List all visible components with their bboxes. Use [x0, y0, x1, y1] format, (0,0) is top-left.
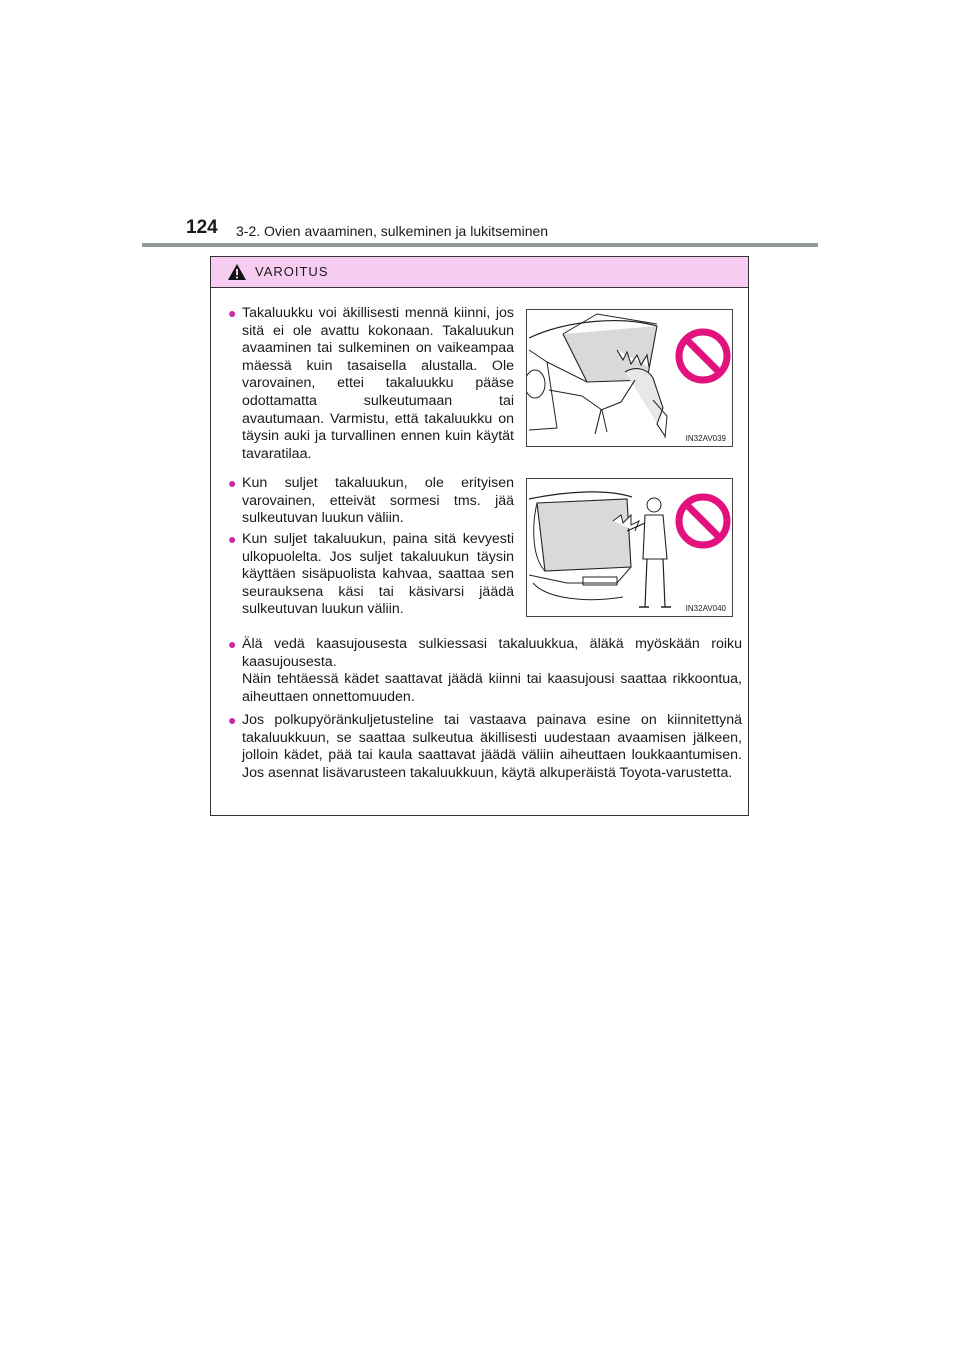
warning-item [228, 531, 514, 619]
warning-item-text: Takaluukku voi äkillisesti mennä kiinni, jos sitä ei ole avattu kokonaan. Takaluukun avaaminen tai sulkeminen on vaikeampaa mäessä kuin tasaisella alustalla. Ole varovainen, ettei takaluukku pääse odottamatta sulkeutumaan tai avautumaan. Varmistu, että takaluukku on täysin auki ja turvallinen ennen kuin käytät tavaratilaa. [242, 305, 514, 462]
bullet-icon: ● [228, 531, 237, 547]
figure-code: IN32AV039 [685, 434, 726, 443]
warning-item-text: Älä vedä kaasujousesta sulkiessasi takaluukkua, äläkä myöskään roiku kaasujousesta. [242, 636, 742, 670]
warning-title: VAROITUS [255, 264, 329, 279]
warning-header [211, 257, 748, 288]
bullet-icon: ● [228, 636, 237, 652]
warning-item-text: Kun suljet takaluukun, ole erityisen varovainen, etteivät sormesi tms. jää sulkeutuvan luukun väliin. [242, 475, 514, 527]
illustration-finger-pinch [526, 478, 733, 617]
finger-pinch-drawing [527, 479, 732, 616]
warning-item-text: Kun suljet takaluukun, paina sitä kevyesti ulkopuolelta. Jos suljet takaluukun täysin käyttäen sisäpuolista kahvaa, saattaa sen seurauksena käsi tai käsivarsi jäädä sulkeutuvan luukun väliin. [242, 531, 514, 618]
warning-item-text: Jos polkupyöränkuljetusteline tai vastaava painava esine on kiinnitettynä takaluukkuun, se saattaa sulkeutua äkillisesti uudestaan avaamisen jälkeen, jolloin kädet, pää tai kaula saattavat jäädä väliin aiheuttaen loukkaantumisen. Jos asennat lisävarusteen takaluukkuun, käytä alkuperäistä Toyota-varustetta. [242, 712, 742, 781]
warning-item [228, 305, 514, 463]
illustration-tailgate-closing [526, 309, 733, 447]
bullet-icon: ● [228, 475, 237, 491]
page-header [0, 212, 960, 252]
warning-item [228, 475, 514, 528]
bullet-icon: ● [228, 305, 237, 321]
warning-item [228, 712, 742, 782]
warning-triangle-icon [227, 263, 247, 281]
warning-item [228, 636, 742, 706]
tailgate-closing-drawing [527, 310, 732, 446]
bullet-icon: ● [228, 712, 237, 728]
page-number: 124 [186, 217, 218, 238]
header-rule [142, 243, 818, 247]
figure-code: IN32AV040 [685, 604, 726, 613]
section-title: 3-2. Ovien avaaminen, sulkeminen ja lukitseminen [236, 223, 549, 239]
warning-item-note: Näin tehtäessä kädet saattavat jäädä kiinni tai kaasujousi saattaa rikkoontua, aiheuttaen onnettomuuden. [242, 671, 742, 705]
